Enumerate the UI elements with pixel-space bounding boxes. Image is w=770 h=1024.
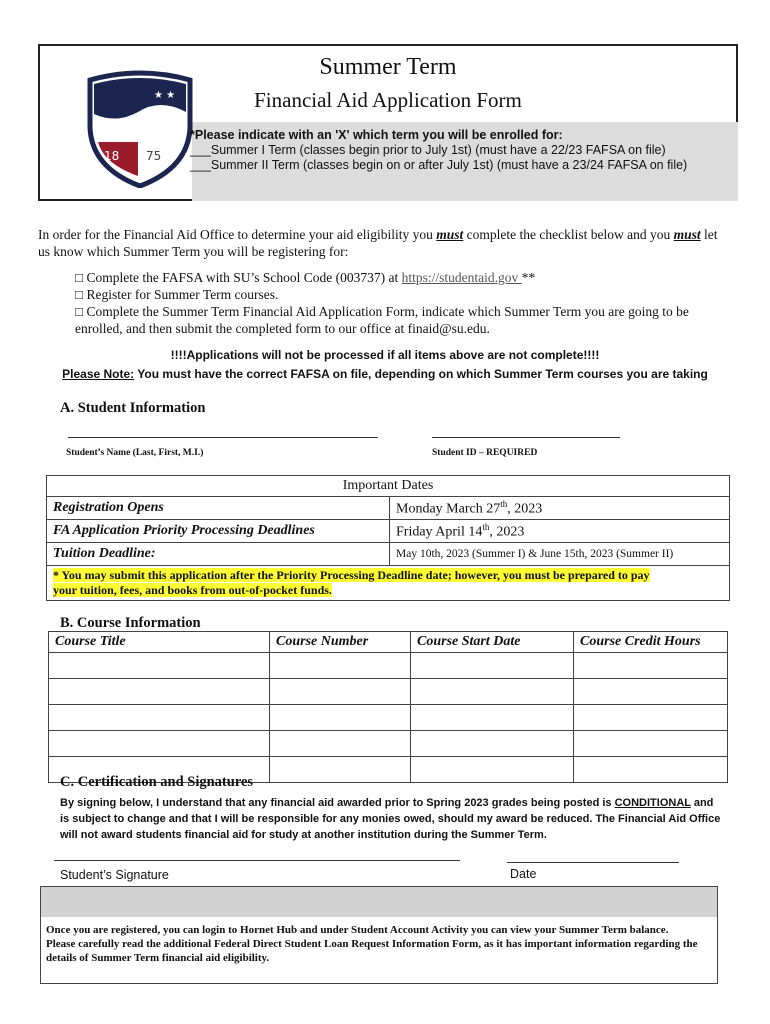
- course-title-cell[interactable]: [49, 653, 270, 679]
- col-course-credit-hours: Course Credit Hours: [574, 632, 728, 653]
- intro-paragraph: In order for the Financial Aid Office to determine your aid eligibility you must complete the checklist below and you must let us know which Summer Term you will be registering for:: [38, 227, 718, 259]
- summer-2-option[interactable]: ___Summer II Term (classes begin on or after July 1st) (must have a 23/24 FAFSA on file): [190, 158, 688, 172]
- university-crest-logo: [80, 68, 200, 188]
- header-box: [38, 44, 738, 201]
- col-course-title: Course Title: [49, 632, 270, 653]
- course-credit-cell[interactable]: [574, 731, 728, 757]
- form-subtitle: Financial Aid Application Form: [254, 88, 522, 112]
- tuition-deadline-date: May 10th, 2023 (Summer I) & June 15th, 2023 (Summer II): [390, 543, 730, 566]
- table-row: [47, 497, 730, 520]
- date-field[interactable]: [507, 862, 679, 863]
- form-title: Summer Term: [319, 54, 457, 80]
- course-credit-cell[interactable]: [574, 705, 728, 731]
- priority-deadline-date: Friday April 14th, 2023: [390, 520, 730, 543]
- table-row[interactable]: [49, 731, 728, 757]
- fafsa-note: Please Note: You must have the correct FAFSA on file, depending on which Summer Term courses you are taking: [62, 367, 708, 381]
- important-dates-header: Important Dates: [47, 476, 730, 497]
- summer-1-option[interactable]: ___Summer I Term (classes begin prior to July 1st) (must have a 22/23 FAFSA on file): [190, 143, 666, 157]
- student-name-field[interactable]: [68, 437, 378, 438]
- svg-text:18: 18: [104, 149, 120, 163]
- footer-notice: [46, 923, 706, 965]
- table-row[interactable]: [49, 653, 728, 679]
- course-number-cell[interactable]: [270, 705, 411, 731]
- table-row: [47, 520, 730, 543]
- signature-label: Student’s Signature: [60, 868, 169, 882]
- svg-text:75: 75: [146, 149, 162, 163]
- course-title-cell[interactable]: [49, 705, 270, 731]
- registration-opens-label: Registration Opens: [47, 497, 390, 520]
- course-start-cell[interactable]: [411, 653, 574, 679]
- course-number-cell[interactable]: [270, 757, 411, 783]
- course-credit-cell[interactable]: [574, 757, 728, 783]
- incomplete-warning: !!!!Applications will not be processed if all items above are not complete!!!!: [170, 348, 600, 362]
- course-credit-cell[interactable]: [574, 653, 728, 679]
- course-start-cell[interactable]: [411, 705, 574, 731]
- course-start-cell[interactable]: [411, 679, 574, 705]
- signature-field[interactable]: [54, 860, 460, 861]
- checklist-item-application: □ Complete the Summer Term Financial Aid Application Form, indicate which Summer Term you are going to be enrolled, and then submit the completed form to our office at finaid@su.edu.: [75, 304, 689, 336]
- date-label: Date: [510, 867, 537, 881]
- tuition-deadline-label: Tuition Deadline:: [47, 543, 390, 566]
- section-c-title: C. Certification and Signatures: [60, 774, 254, 790]
- hornet-hub-note: Once you are registered, you can login to Hornet Hub and under Student Account Activity you can view your Summer Term balance.: [46, 924, 669, 936]
- footer-shaded-band: [41, 887, 717, 917]
- table-row: [47, 543, 730, 566]
- checklist-item-fafsa: □ Complete the FAFSA with SU’s School Code (003737) at https://studentaid.gov **: [75, 270, 536, 285]
- course-title-cell[interactable]: [49, 679, 270, 705]
- course-number-cell[interactable]: [270, 731, 411, 757]
- student-id-field[interactable]: [432, 437, 620, 438]
- checklist: [75, 269, 715, 337]
- checklist-item-register: □ Register for Summer Term courses.: [75, 287, 279, 302]
- table-row[interactable]: [49, 705, 728, 731]
- course-title-cell[interactable]: [49, 731, 270, 757]
- table-row[interactable]: [49, 679, 728, 705]
- studentaid-link[interactable]: https://studentaid.gov: [401, 270, 522, 285]
- term-instruction: *Please indicate with an 'X' which term you will be enrolled for:: [190, 128, 563, 142]
- priority-note: * You may submit this application after the Priority Processing Deadline date; however, you must be prepared to pay your tuition, fees, and books from out-of-pocket funds.: [47, 566, 730, 601]
- svg-text:★ ★: ★ ★: [154, 90, 176, 101]
- student-id-label: Student ID – REQUIRED: [432, 448, 538, 458]
- priority-deadline-label: FA Application Priority Processing Deadlines: [47, 520, 390, 543]
- certification-text: By signing below, I understand that any financial aid awarded prior to Spring 2023 grades being posted is CONDITIONAL and is subject to change and that I will be responsible for any monies owed, should my award be reduced. The Financial Aid Office will not award students financial aid for study at another institution during the Summer Term.: [60, 797, 721, 841]
- course-start-cell[interactable]: [411, 731, 574, 757]
- loan-form-note: Please carefully read the additional Federal Direct Student Loan Request Information Form, as it has important information regarding the details of Summer Term financial aid eligibility.: [46, 938, 698, 964]
- footer-notice-box: [40, 886, 718, 984]
- course-credit-cell[interactable]: [574, 679, 728, 705]
- student-name-label: Student’s Name (Last, First, M.I.): [66, 448, 204, 458]
- course-number-cell[interactable]: [270, 653, 411, 679]
- registration-opens-date: Monday March 27th, 2023: [390, 497, 730, 520]
- course-table: [48, 631, 728, 783]
- section-a-title: A. Student Information: [60, 400, 206, 416]
- course-start-cell[interactable]: [411, 757, 574, 783]
- section-b-title: B. Course Information: [60, 615, 201, 631]
- col-course-number: Course Number: [270, 632, 411, 653]
- course-number-cell[interactable]: [270, 679, 411, 705]
- important-dates-table: [46, 475, 730, 601]
- col-course-start-date: Course Start Date: [411, 632, 574, 653]
